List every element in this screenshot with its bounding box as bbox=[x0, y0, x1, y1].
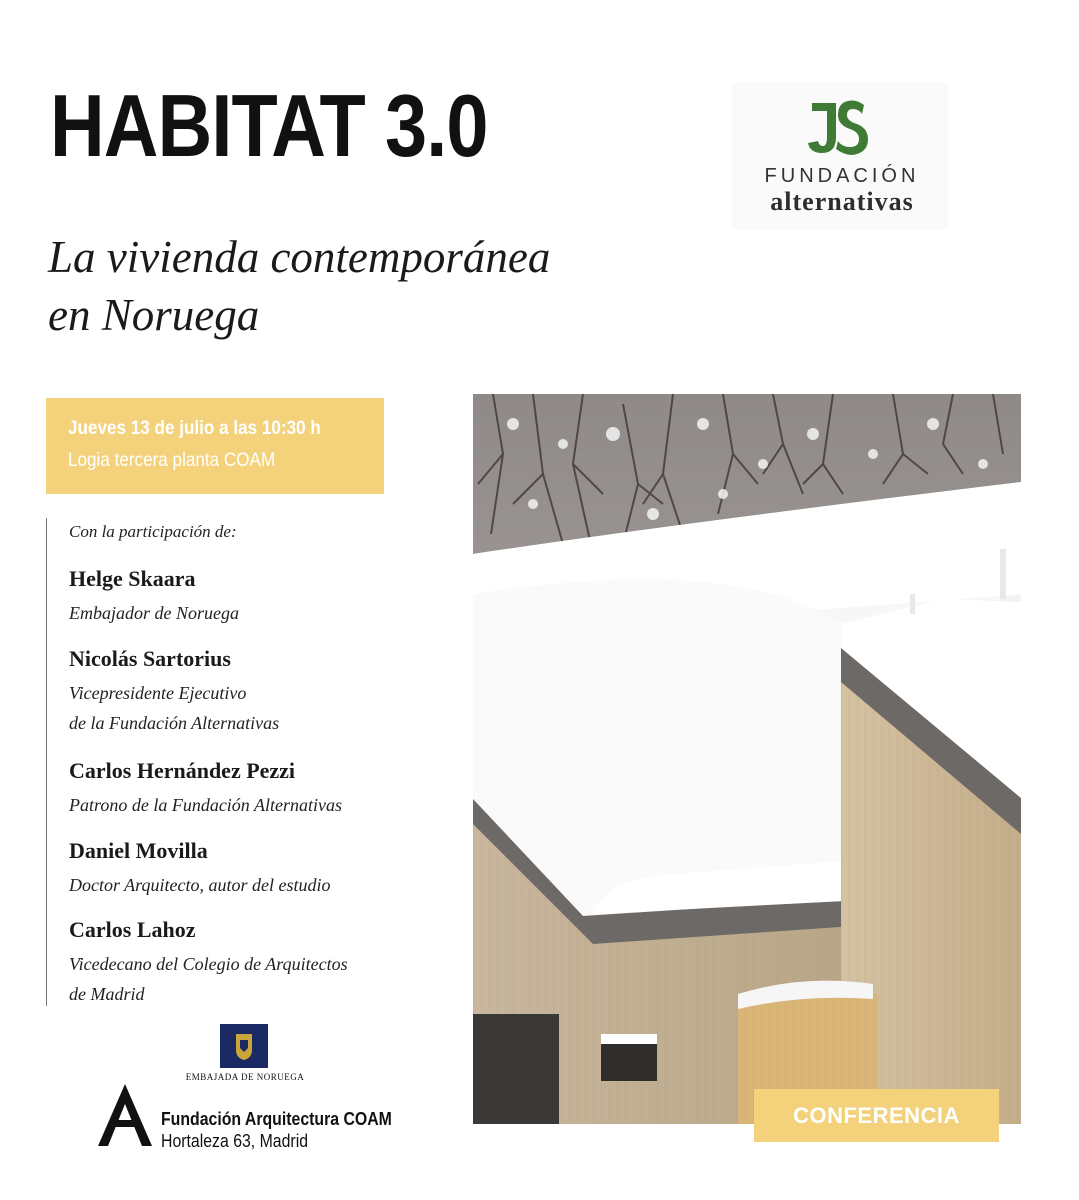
embassy-label: EMBAJADA DE NORUEGA bbox=[185, 1072, 305, 1082]
participants-block bbox=[46, 518, 427, 1006]
organizer-address: Hortaleza 63, Madrid bbox=[161, 1131, 309, 1151]
logo-fundacion-text: FUNDACIÓN bbox=[764, 165, 920, 187]
conference-badge-label: CONFERENCIA bbox=[793, 1103, 960, 1128]
participant-carlos-lahoz bbox=[69, 917, 348, 1009]
participant-role-cont: de la Fundación Alternativas bbox=[69, 713, 280, 733]
fs-monogram-icon bbox=[802, 89, 874, 161]
subtitle-line-2: en Noruega bbox=[48, 290, 260, 340]
participant-role: Embajador de Noruega bbox=[69, 603, 239, 623]
participant-name: Helge Skaara bbox=[69, 566, 196, 591]
logo-alternativas-text: alternativas bbox=[770, 187, 914, 216]
participant-name: Carlos Lahoz bbox=[69, 917, 196, 942]
coam-a-logo-icon bbox=[96, 1082, 154, 1148]
norway-crest-icon bbox=[220, 1024, 268, 1068]
participant-role: Vicedecano del Colegio de Arquitectos bbox=[69, 954, 348, 974]
participant-name: Carlos Hernández Pezzi bbox=[69, 758, 296, 783]
event-subtitle bbox=[48, 228, 668, 344]
event-title: HABITAT 3.0 bbox=[50, 76, 488, 175]
participant-helge-skaara bbox=[69, 566, 239, 628]
participant-name: Nicolás Sartorius bbox=[69, 646, 231, 671]
snowy-house-photo bbox=[473, 394, 1021, 1124]
participant-carlos-hernandez-pezzi bbox=[69, 758, 342, 820]
subtitle-line-1: La vivienda contemporánea bbox=[48, 232, 551, 282]
participant-name: Daniel Movilla bbox=[69, 838, 208, 863]
fundacion-alternativas-logo bbox=[732, 83, 948, 229]
event-date-box bbox=[46, 398, 384, 494]
event-date-time: Jueves 13 de julio a las 10:30 h bbox=[68, 418, 321, 439]
participant-role: Vicepresidente Ejecutivo bbox=[69, 683, 247, 703]
organizer-name: Fundación Arquitectura COAM bbox=[161, 1109, 392, 1129]
participant-role-cont: de Madrid bbox=[69, 984, 145, 1004]
embassy-logo bbox=[170, 1024, 320, 1094]
participant-role: Doctor Arquitecto, autor del estudio bbox=[69, 875, 331, 895]
participant-daniel-movilla bbox=[69, 838, 330, 900]
conference-badge bbox=[754, 1089, 999, 1142]
participants-intro: Con la participación de: bbox=[69, 522, 237, 541]
participant-role: Patrono de la Fundación Alternativas bbox=[69, 795, 342, 815]
participant-nicolas-sartorius bbox=[69, 646, 279, 738]
event-location: Logia tercera planta COAM bbox=[68, 450, 276, 471]
